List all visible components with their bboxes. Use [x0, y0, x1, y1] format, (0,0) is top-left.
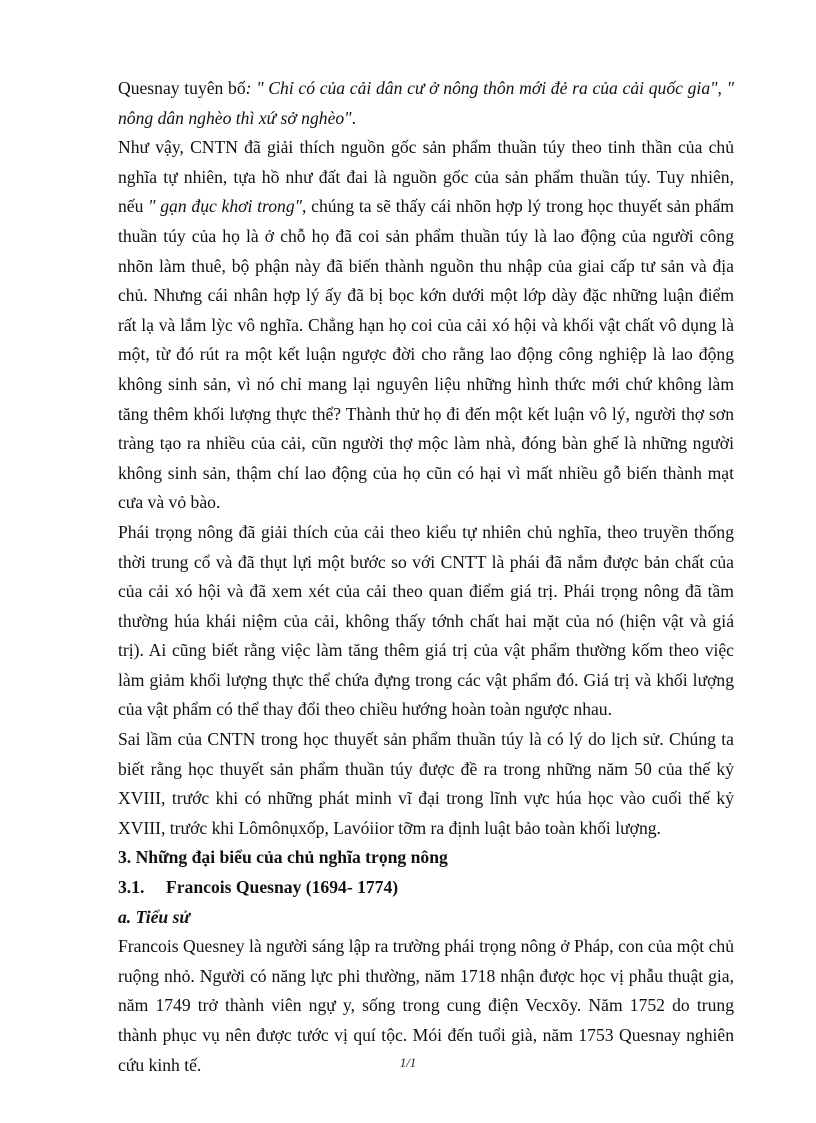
- para2-lead: Như vậy, CNTN đã giải thích nguồn gốc sản phẩm thuần túy theo tinh thần của chủ nghĩa tự nhiên, tựa hồ như đất đai là nguồn gốc của sản phẩm thuần túy. Tuy nhiên, nếu: [118, 137, 734, 217]
- para1-quote: : " Chỉ có của cải dân cư ở nông thôn mới đẻ ra của cải quốc gia", " nông dân nghèo thì xứ sở nghèo": [118, 78, 734, 128]
- subsection-title: Francois Quesnay (1694- 1774): [166, 877, 399, 898]
- paragraph-quesnay-quote: [118, 74, 734, 133]
- para1-tail: .: [351, 107, 356, 128]
- para2-quote: " gạn đục khơi trong": [148, 196, 303, 217]
- section-heading: 3. Những đại biểu của chủ nghĩa trọng nông: [118, 847, 448, 868]
- document-page: [118, 74, 734, 1080]
- subsection-heading: [118, 873, 734, 903]
- para1-lead: Quesnay tuyên bố: [118, 78, 246, 98]
- paragraph-pure-product-explanation: [118, 133, 734, 518]
- para2-tail: , chúng ta sẽ thấy cái nhõn hợp lý trong học thuyết sản phẩm thuần túy của họ là ở chỗ họ đã coi sản phẩm thuần túy là lao động của người công nhõn làm thuê, bộ phận này đã biến thành nguồn thu nhập của giai cấp tư sản và địa chủ. Nhưng cái nhân hợp lý ấy đã bị bọc kớn dưới một lớp dày đặc những luận điểm rất lạ và lắm lỳc vô nghĩa. Chẳng hạn họ coi của cải xó hội và khối vật chất vô dụng là một, từ đó rút ra một kết luận ngược đời cho rằng lao động công nghiệp là lao động không sinh sản, vì nó chỉ mang lại nguyên liệu những hình thức mới chứ không làm tăng thêm khối lượng thực thể? Thành thử họ đi đến một kết luận vô lý, người thợ sơn tràng tạo ra nhiều của cải, cũn người thợ mộc làm nhà, đóng bàn ghế là những người không sinh sản, thậm chí lao động của họ cũn có hại vì mất nhiều gỗ biến thành mạt cưa và vỏ bào.: [118, 196, 734, 513]
- paragraph-historical-mistake: Sai lầm của CNTN trong học thuyết sản phẩm thuần túy là có lý do lịch sử. Chúng ta biết rằng học thuyết sản phẩm thuần túy được đề ra trong những năm 50 của thế kỷ XVIII, trước khi có những phát minh vĩ đại trong lĩnh vực húa học vào cuối thế kỷ XVIII, trước khi Lômônụxốp, Lavóiior tỡm ra định luật bảo toàn khối lượng.: [118, 729, 734, 838]
- page-number: 1/1: [399, 1055, 417, 1070]
- paragraph-biography: Francois Quesney là người sáng lập ra trường phái trọng nông ở Pháp, con của một chủ ruộng nhỏ. Người có năng lực phi thường, năm 1718 nhận được học vị phẫu thuật gia, năm 1749 trở thành viên ngự y, sống trong cung điện Vecxõy. Năm 1752 do trung thành phục vụ nên được tước vị quí tộc. Mói đến tuổi già, năm 1753 Quesnay nghiên cứu kinh tế.: [118, 936, 734, 1075]
- paragraph-wealth-naturalism: Phái trọng nông đã giải thích của cải theo kiểu tự nhiên chủ nghĩa, theo truyền thống thời trung cổ và đã thụt lựi một bước so với CNTT là phái đã nắm được bản chất của của cải xó hội và đã xem xét của cải theo quan điểm giá trị. Phái trọng nông đã tầm thường húa khái niệm của cải, không thấy tớnh chất hai mặt của nó (hiện vật và giá trị). Ai cũng biết rằng việc làm tăng thêm giá trị của vật phẩm thường kốm theo việc làm giảm khối lượng thực thể chứa đựng trong các vật phẩm đó. Giá trị và khối lượng của vật phẩm có thể thay đổi theo chiều hướng hoàn toàn ngược nhau.: [118, 521, 734, 720]
- subsection-number: 3.1.: [118, 877, 145, 898]
- subheading-biography: a. Tiểu sử: [118, 906, 190, 927]
